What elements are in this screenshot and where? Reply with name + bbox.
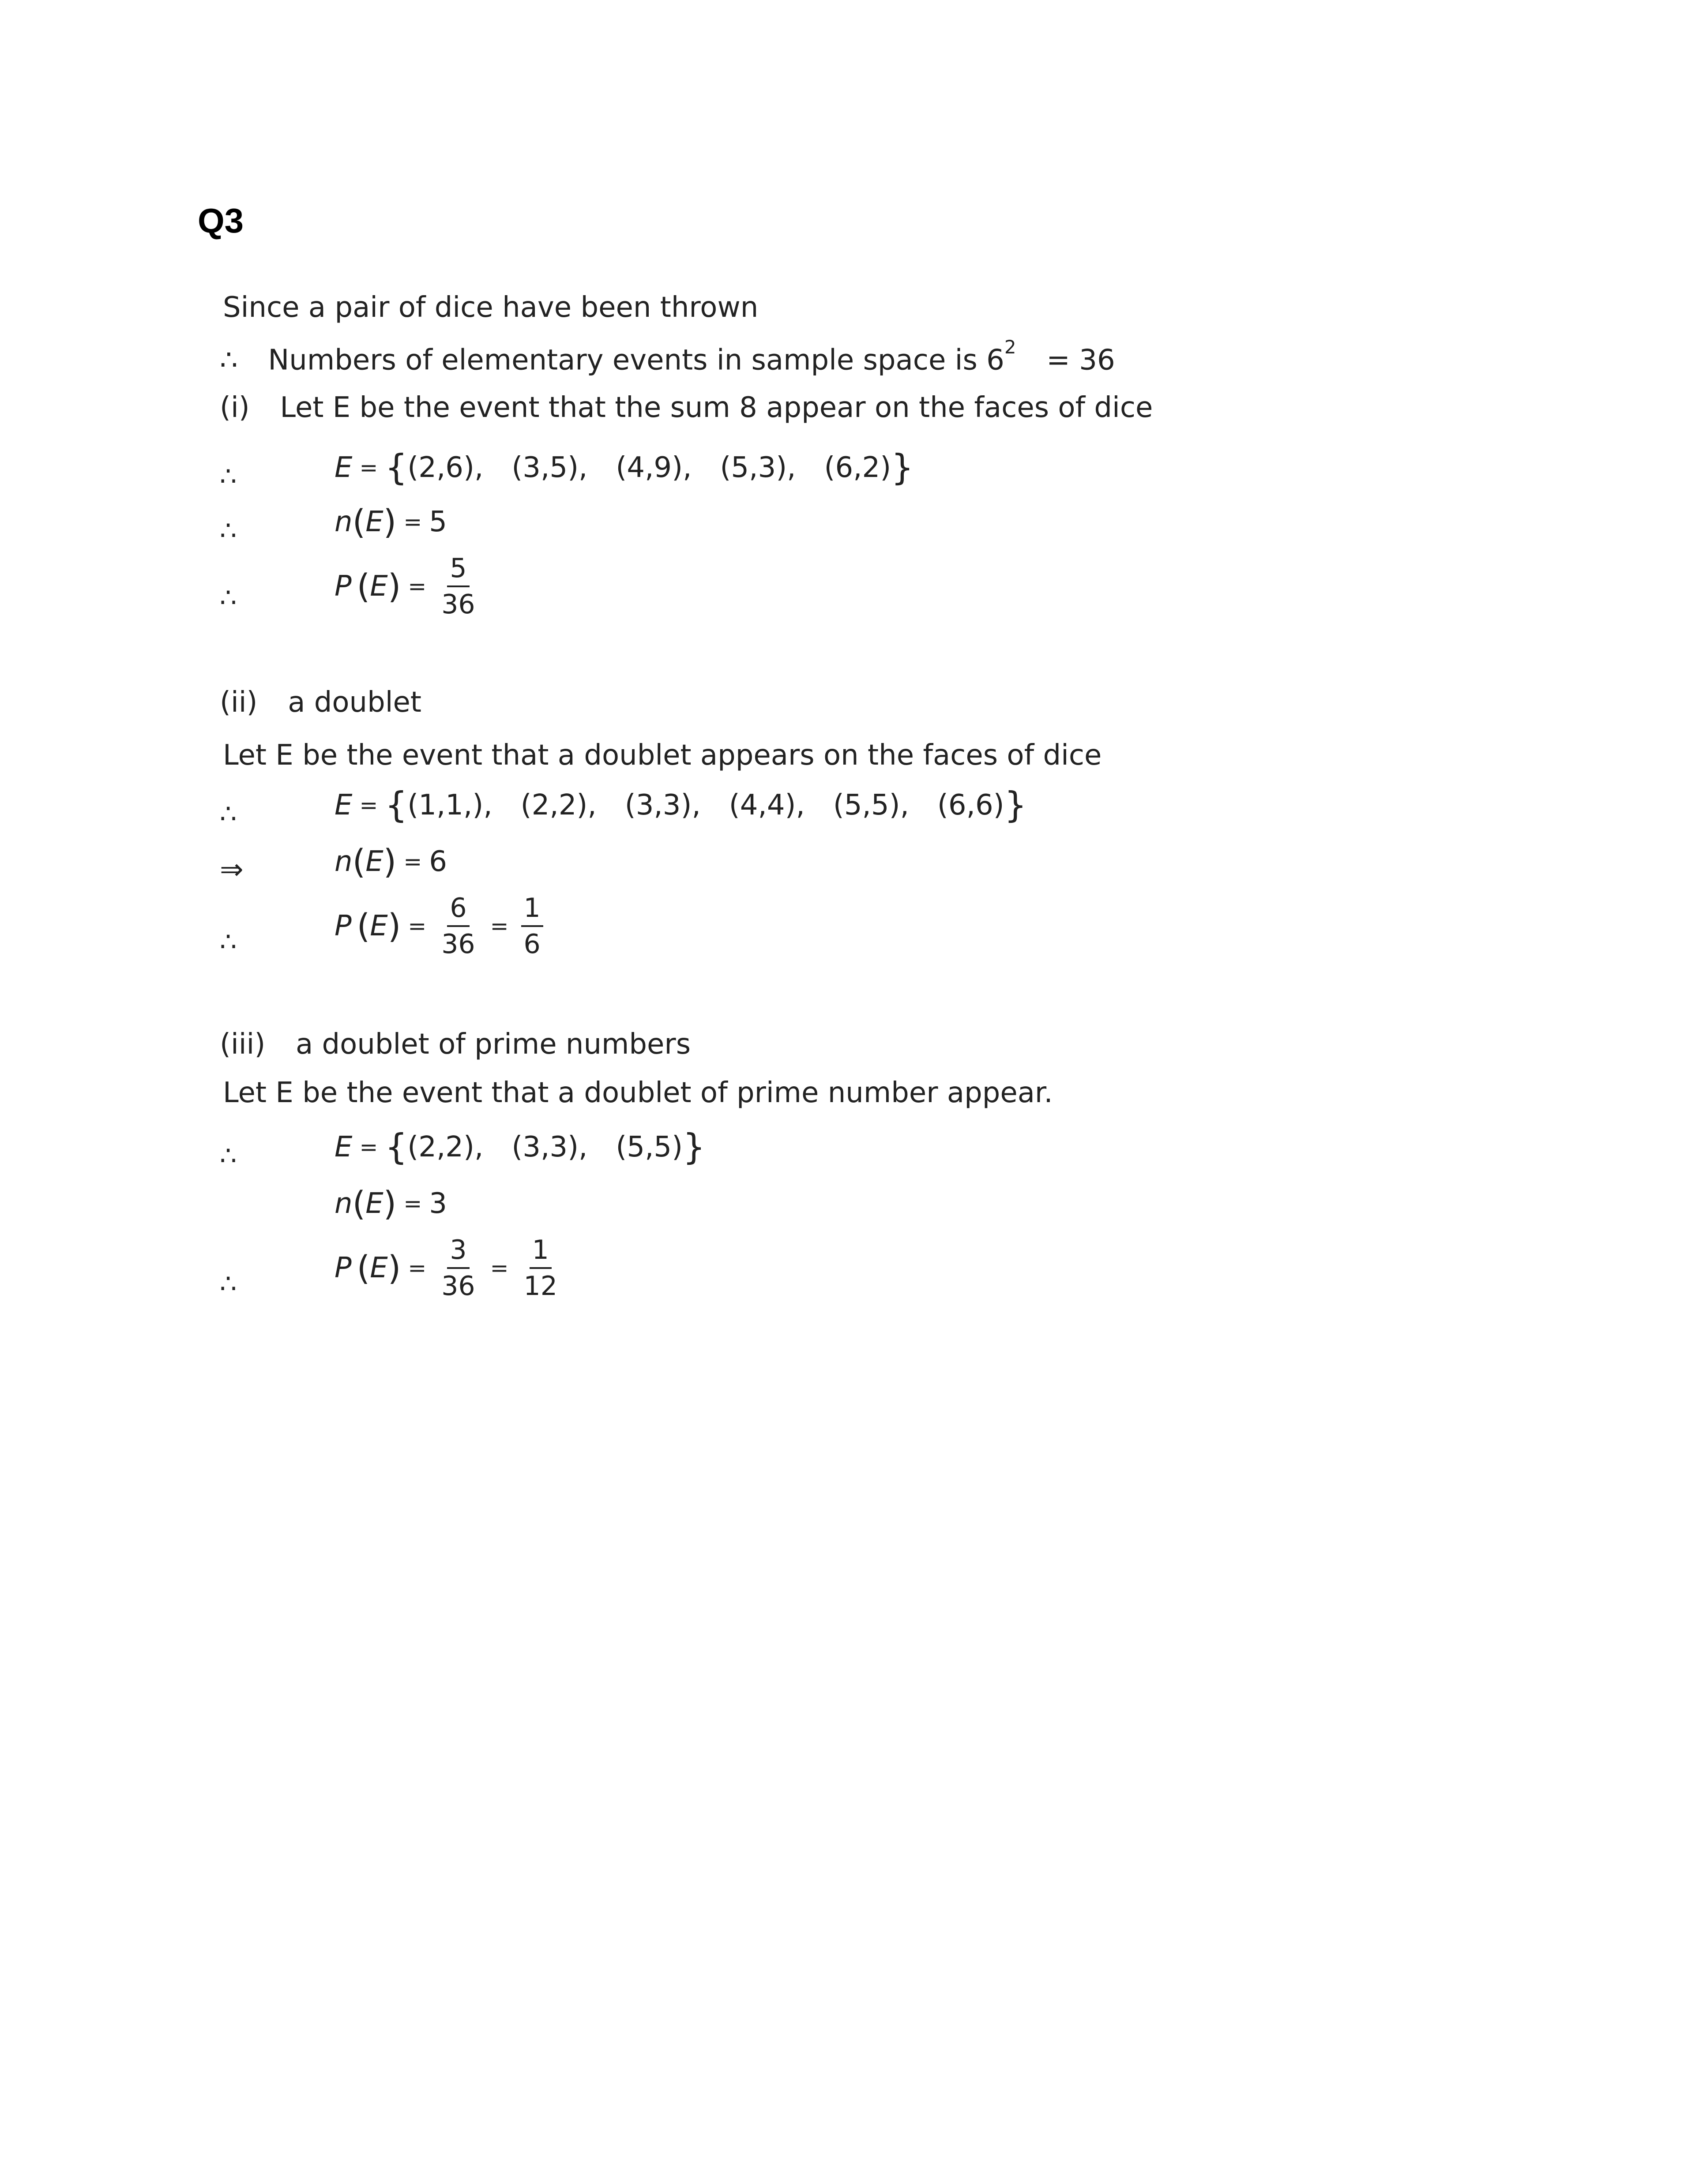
part-i-n-row [0,501,1688,563]
part-i-p-expression: P ( E ) = $\frac{5}{36}$ [335,554,483,619]
set-items [407,1133,683,1161]
part-ii-label: (ii) [220,686,258,719]
therefore-symbol: ∴ [220,1268,237,1299]
n-value: 5 [429,506,447,538]
part-iii-set-expression: E = { (2,2), (3,3), (5,5) } [335,1126,705,1167]
therefore-symbol: ∴ [220,515,237,546]
set-item: (1,1,) [407,789,484,822]
simplified-fraction: $\frac{1}{12}$ [523,1235,557,1302]
part-i-set-expression [335,447,914,488]
set-lhs: E [335,1131,353,1163]
intro-line-2 [220,336,1115,377]
implies-symbol: ⇒ [220,853,244,886]
set-item: (2,6) [407,451,474,484]
therefore-symbol: ∴ [220,344,238,377]
part-i-heading-text: Let E be the event that the sum 8 appear on the faces of dice [280,391,1153,424]
p-lhs: P [335,570,352,603]
item-separator: , [683,451,720,484]
part-ii-set-row [0,783,1688,845]
p-lhs: P [335,910,352,942]
item-separator: , [579,451,616,484]
set-item: (2,2) [407,1131,474,1163]
part-iii-p-row [0,1235,1688,1315]
set-item: (4,9) [616,451,683,484]
intro-exponent: 2 [1004,336,1016,358]
part-i-n-expression: n ( E ) = 5 [335,502,447,541]
item-separator: , [474,1131,512,1163]
item-separator: , [796,789,833,822]
intro-line-2-text: Numbers of elementary events in sample space is 6 [268,344,1004,377]
probability-fraction: $\frac{3}{36}$ [441,1235,475,1302]
part-ii-title-text: a doublet [288,686,421,719]
set-item: (3,3) [624,789,692,822]
n-value: 3 [429,1187,447,1220]
item-separator: , [587,789,625,822]
close-brace: } [891,447,914,488]
item-separator: , [474,451,512,484]
part-ii-p-row [0,893,1688,973]
p-lhs: P [335,1252,352,1284]
part-iii-n-row [0,1182,1688,1244]
part-ii-n-row [0,841,1688,902]
item-separator: , [787,451,824,484]
set-lhs: E [335,451,353,484]
set-items [407,451,891,484]
set-item: (5,5) [616,1131,683,1163]
part-i-set-row [0,446,1688,507]
part-ii-p-expression: P ( E ) = $\frac{6}{36}$ = $\frac{1}{6}$ [335,893,549,959]
set-lhs: E [335,789,353,822]
open-brace: { [385,447,408,488]
item-separator: , [483,789,521,822]
set-item: (3,3) [511,1131,579,1163]
part-ii-title [220,688,421,717]
part-ii-n-expression: n ( E ) = 6 [335,842,447,881]
set-items [407,789,1004,822]
question-title: Q3 [198,201,244,240]
n-value: 6 [429,845,447,878]
part-ii-heading: Let E be the event that a doublet appears on the faces of dice [223,739,1102,772]
set-item: (6,6) [937,789,1004,822]
therefore-symbol: ∴ [220,1141,237,1171]
part-iii-heading: Let E be the event that a doublet of prime number appear. [223,1077,1053,1109]
part-i-label: (i) [220,391,250,424]
therefore-symbol: ∴ [220,799,237,829]
part-i-heading [220,391,1153,424]
part-iii-title-text: a doublet of prime numbers [295,1028,691,1061]
n-lhs: n [335,1187,353,1220]
part-iii-p-expression: P ( E ) = $\frac{3}{36}$ = $\frac{1}{12}$ [335,1235,565,1301]
set-item: (5,5) [833,789,900,822]
n-lhs: n [335,845,353,878]
part-ii-set-expression: E = { (1,1,), (2,2), (3,3), (4,4), (5,5), (6,6) } [335,784,1027,826]
therefore-symbol: ∴ [220,461,237,492]
n-lhs: n [335,506,353,538]
probability-fraction: $\frac{6}{36}$ [441,893,475,960]
part-iii-set-row [0,1125,1688,1187]
equals-sign: = [359,455,378,480]
set-item: (3,5) [511,451,579,484]
intro-line-1: Since a pair of dice have been thrown [223,291,759,324]
set-item: (2,2) [520,789,588,822]
item-separator: , [692,789,729,822]
item-separator: , [900,789,937,822]
part-iii-title [220,1028,691,1061]
probability-fraction: $\frac{5}{36}$ [441,553,475,620]
part-iii-n-expression: n ( E ) = 3 [335,1184,447,1223]
simplified-fraction: $\frac{1}{6}$ [521,893,543,959]
therefore-symbol: ∴ [220,582,237,613]
set-item: (4,4) [729,789,796,822]
therefore-symbol: ∴ [220,927,237,957]
set-item: (6,2) [824,451,891,484]
part-iii-label: (iii) [220,1028,266,1061]
set-item: (5,3) [720,451,787,484]
intro-line-2-tail: = 36 [1046,344,1115,377]
item-separator: , [579,1131,616,1163]
part-i-p-row [0,554,1688,633]
